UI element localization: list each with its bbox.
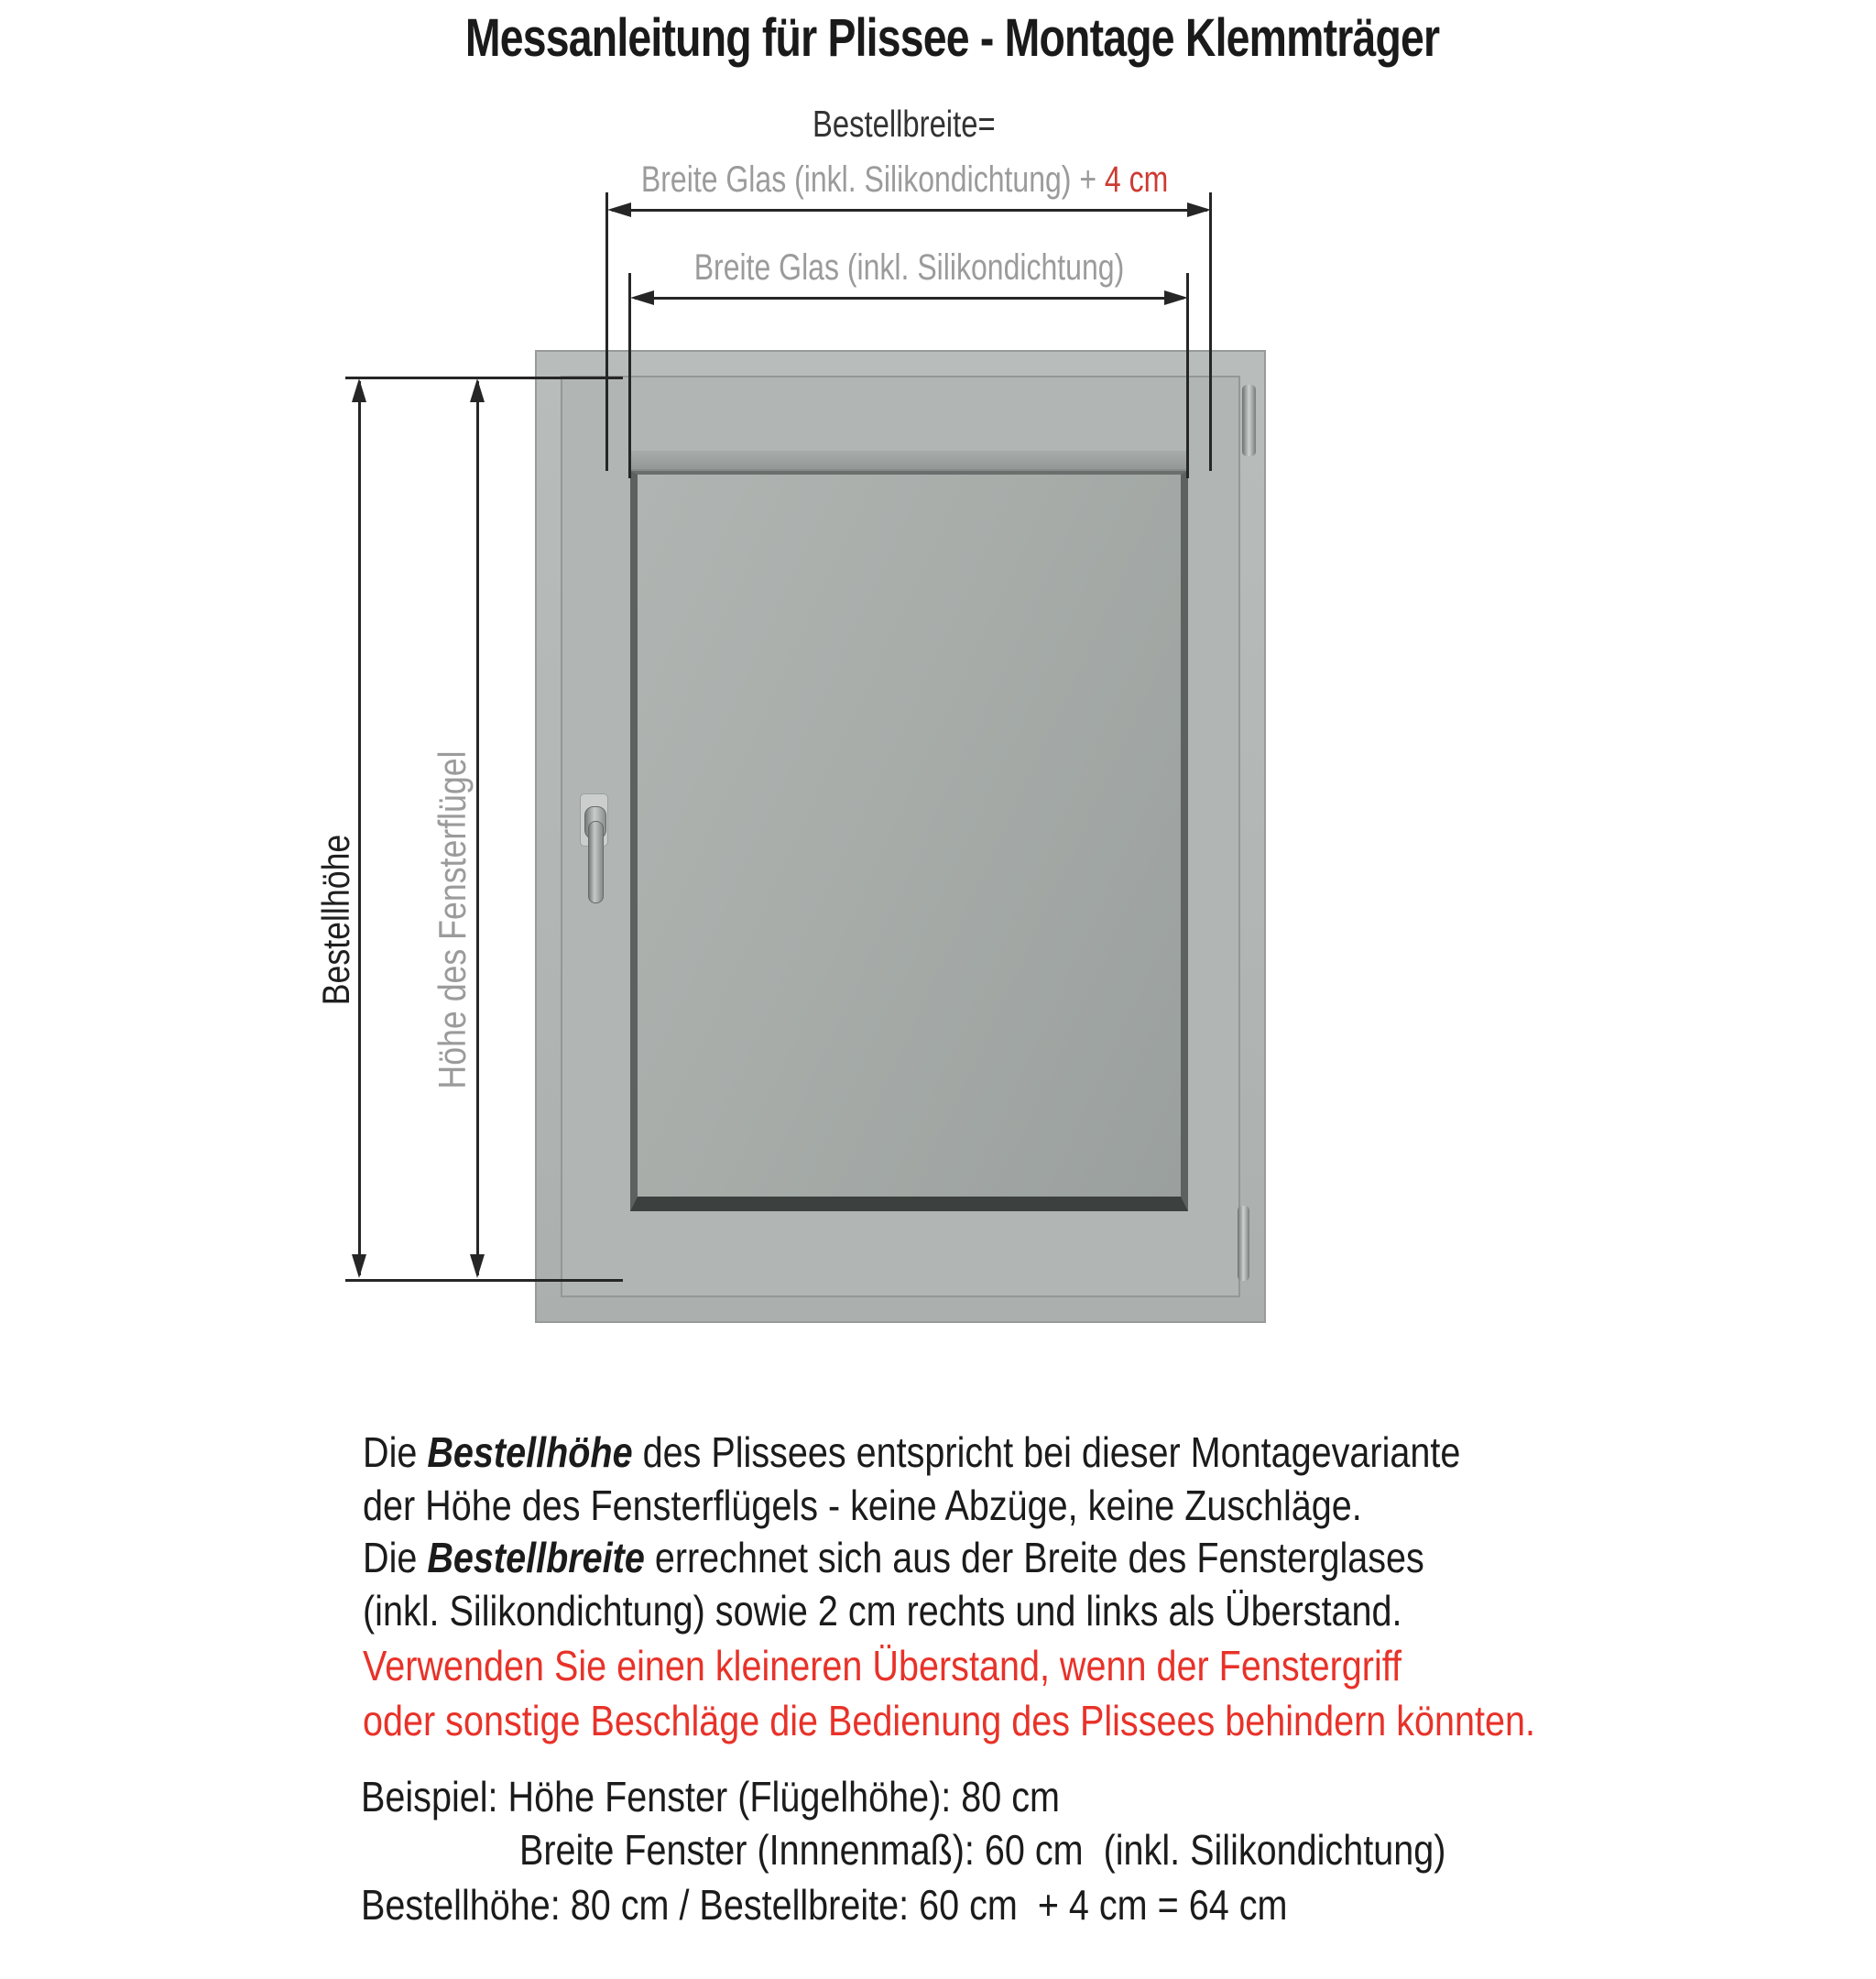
- height-arrow-sash-line: [476, 381, 479, 1275]
- page-title: Messanleitung für Plissee - Montage Klemmträger: [464, 8, 1440, 68]
- glass-width-plus-gray: Breite Glas (inkl. Silikondichtung) +: [641, 159, 1106, 200]
- window-hinge-top: [1242, 385, 1256, 456]
- extension-line-outer-right: [1209, 192, 1212, 471]
- order-height-term: Bestellhöhe: [427, 1428, 633, 1476]
- arrowhead-up-icon: [352, 378, 366, 402]
- arrowhead-up-icon: [470, 378, 485, 402]
- order-height-label: Bestellhöhe: [314, 834, 357, 1006]
- width-arrow-inner-line: [635, 297, 1183, 300]
- order-width-label: Bestellbreite=: [813, 103, 996, 145]
- extension-line-inner-right: [1186, 273, 1189, 478]
- warning-line-1: Verwenden Sie einen kleineren Überstand, wenn der Fenstergriff: [363, 1642, 1402, 1689]
- warning-line-2: oder sonstige Beschläge die Bedienung des Plissees behindern könnten.: [363, 1697, 1536, 1744]
- example-line-3: Bestellhöhe: 80 cm / Bestellbreite: 60 cm + 4 cm = 64 cm: [361, 1881, 1288, 1929]
- body-line-2: der Höhe des Fensterflügels - keine Abzüge, keine Zuschläge.: [363, 1482, 1362, 1529]
- glass-width-label: Breite Glas (inkl. Silikondichtung): [693, 247, 1124, 288]
- glass-width-plus-red: 4 cm: [1105, 159, 1169, 200]
- arrowhead-right-icon: [1187, 202, 1211, 217]
- body-line-1: Die Bestellhöhe des Plissees entspricht bei dieser Montagevariante: [363, 1428, 1461, 1476]
- arrowhead-down-icon: [470, 1254, 485, 1278]
- width-arrow-outer-line: [612, 209, 1207, 212]
- sash-height-label: Höhe des Fensterflügel: [431, 750, 474, 1089]
- arrowhead-left-icon: [607, 202, 631, 217]
- body-line-4: (inkl. Silikondichtung) sowie 2 cm rechts und links als Überstand.: [363, 1587, 1402, 1635]
- height-arrow-order-line: [358, 381, 361, 1275]
- arrowhead-right-icon: [1164, 290, 1188, 305]
- arrowhead-down-icon: [352, 1254, 366, 1278]
- extension-line-outer-left: [605, 192, 608, 471]
- body-line-3: Die Bestellbreite errechnet sich aus der Breite des Fensterglases: [363, 1534, 1424, 1581]
- example-line-1: Beispiel: Höhe Fenster (Flügelhöhe): 80 cm: [361, 1773, 1061, 1820]
- extension-line-bottom: [345, 1279, 623, 1282]
- extension-line-inner-left: [628, 273, 631, 478]
- window-hinge-bottom: [1238, 1206, 1249, 1281]
- glass-width-plus-label: [355, 159, 1455, 201]
- plissee-top-rail: [630, 451, 1188, 471]
- example-line-2: Breite Fenster (Innnenmaß): 60 cm (inkl. Silikondichtung): [519, 1826, 1446, 1874]
- order-width-term: Bestellbreite: [427, 1534, 645, 1581]
- arrowhead-left-icon: [630, 290, 654, 305]
